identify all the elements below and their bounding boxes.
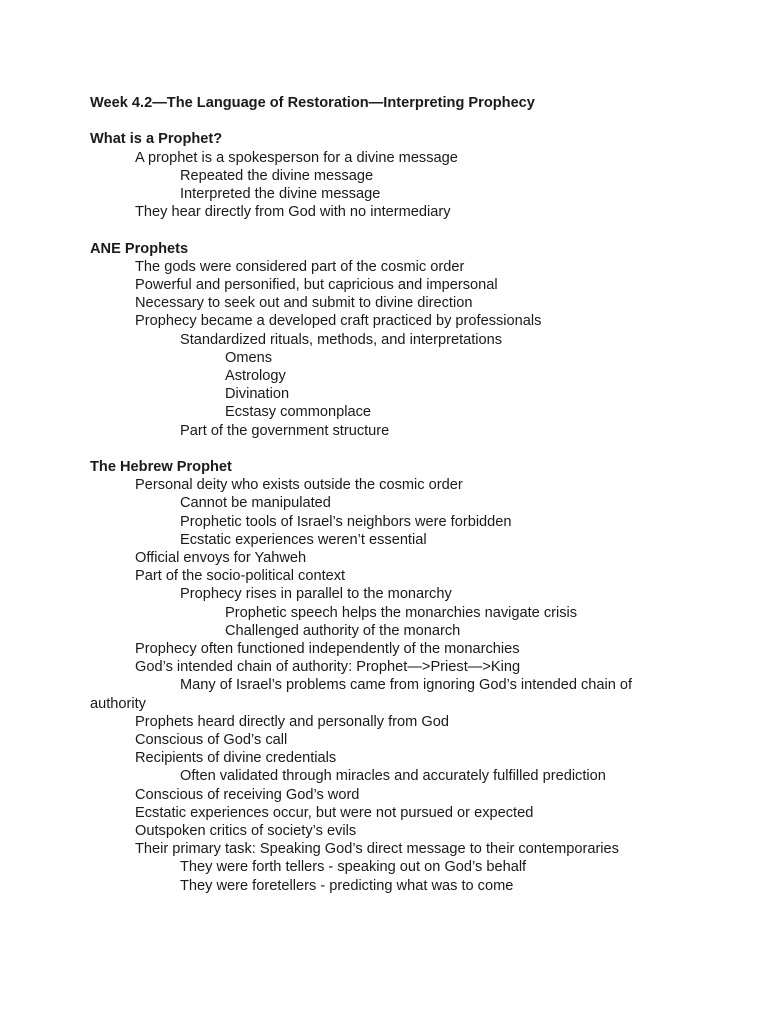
outline-item: Standardized rituals, methods, and interpretations: [180, 331, 503, 348]
section-what-is-a-prophet: [90, 130, 680, 221]
outline-item: Repeated the divine message: [180, 167, 374, 184]
outline-item: Prophetic speech helps the monarchies navigate crisis: [225, 604, 578, 621]
outline-item: Part of the socio-political context: [135, 568, 346, 585]
outline-item: Personal deity who exists outside the cosmic order: [135, 477, 463, 494]
outline-item: Prophetic tools of Israel’s neighbors were forbidden: [180, 513, 512, 530]
outline-item: Ecstasy commonplace: [225, 404, 371, 421]
outline-item: A prophet is a spokesperson for a divine message: [135, 149, 458, 166]
section-heading: What is a Prophet?: [90, 131, 223, 148]
outline-item: Ecstatic experiences weren’t essential: [180, 531, 427, 548]
outline-item: Prophecy became a developed craft practiced by professionals: [135, 313, 542, 330]
outline-item: Their primary task: Speaking God’s direct message to their contemporaries: [135, 841, 619, 858]
outline-item: Divination: [225, 386, 290, 403]
document-body: [90, 94, 680, 913]
document-title: Week 4.2—The Language of Restoration—Interpreting Prophecy: [90, 95, 535, 111]
outline-item: Often validated through miracles and accurately fulfilled prediction: [180, 768, 606, 785]
outline-item: Ecstatic experiences occur, but were not pursued or expected: [135, 804, 534, 821]
outline-item: Omens: [225, 349, 273, 366]
outline-item: God’s intended chain of authority: Prophet—>Priest—>King: [135, 659, 521, 676]
outline-item: Official envoys for Yahweh: [135, 550, 307, 567]
outline-item: They were foretellers - predicting what was to come: [180, 877, 514, 894]
outline-item: They were forth tellers - speaking out on God’s behalf: [180, 859, 527, 876]
outline-item: Many of Israel’s problems came from ignoring God’s intended chain of authority: [90, 677, 633, 712]
outline-item: Conscious of receiving God’s word: [135, 786, 360, 803]
outline-item: Astrology: [225, 368, 286, 385]
outline-item: Interpreted the divine message: [180, 186, 381, 202]
outline-item: The gods were considered part of the cosmic order: [135, 258, 465, 275]
outline-item: They hear directly from God with no intermediary: [135, 204, 451, 221]
outline-item: Prophets heard directly and personally from God: [135, 713, 449, 730]
section-heading: ANE Prophets: [90, 240, 189, 257]
section-ane-prophets: [90, 240, 680, 440]
outline-item: Prophecy often functioned independently of the monarchies: [135, 641, 520, 658]
outline-item: Conscious of God’s call: [135, 732, 288, 749]
outline-item: Prophecy rises in parallel to the monarchy: [180, 586, 452, 603]
outline-item: Necessary to seek out and submit to divine direction: [135, 295, 473, 312]
outline-item: Part of the government structure: [180, 422, 390, 439]
outline-item: Powerful and personified, but capricious and impersonal: [135, 277, 498, 293]
outline-item: Challenged authority of the monarch: [225, 622, 461, 639]
section-heading: The Hebrew Prophet: [90, 459, 232, 476]
outline-item: Outspoken critics of society’s evils: [135, 823, 357, 840]
section-hebrew-prophet: [90, 458, 680, 895]
outline-item: Recipients of divine credentials: [135, 750, 337, 767]
outline-item: Cannot be manipulated: [180, 495, 331, 512]
